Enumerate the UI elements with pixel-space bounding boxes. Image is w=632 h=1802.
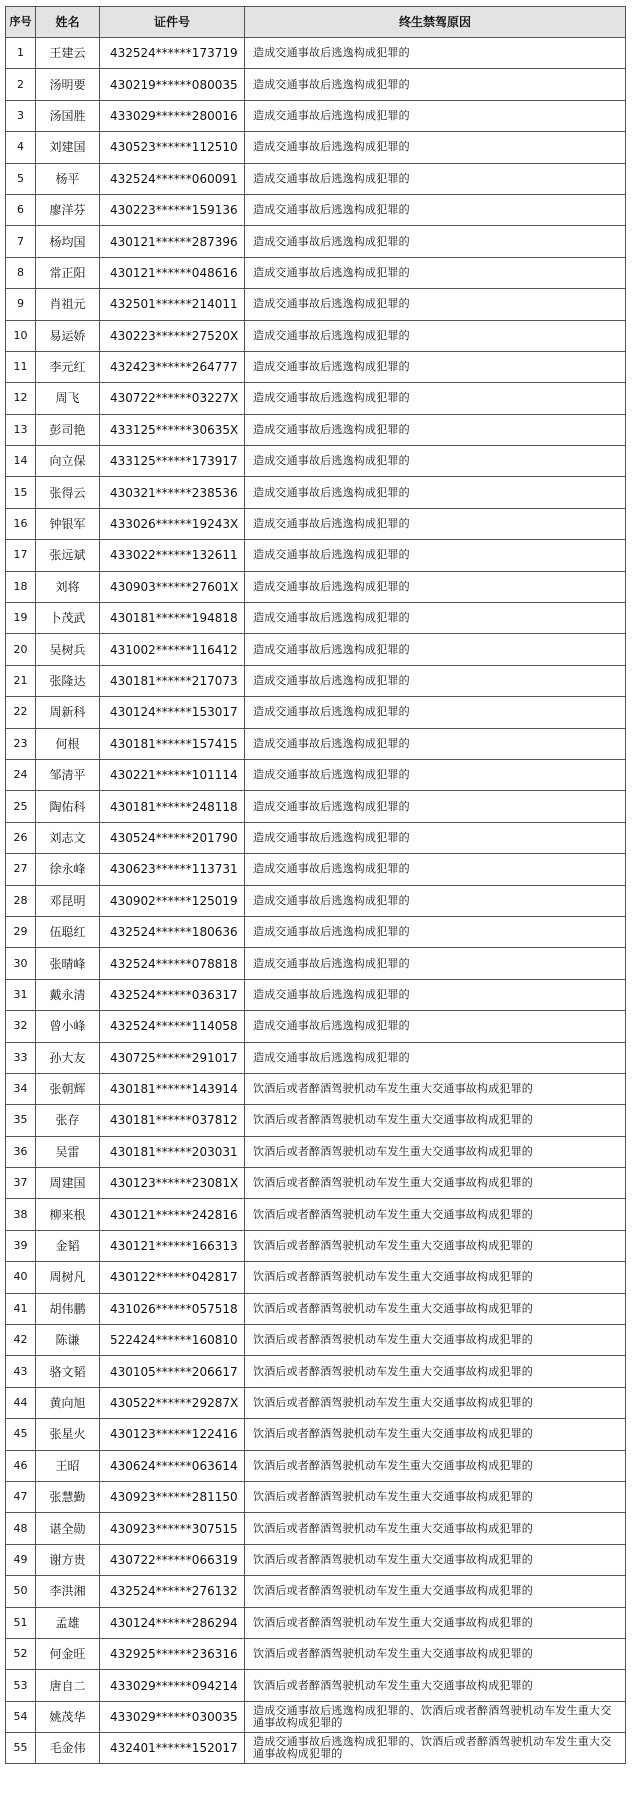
- row-seq-cell: 16: [6, 508, 36, 539]
- row-seq-cell: 9: [6, 289, 36, 320]
- table-row: [6, 697, 626, 728]
- table-row: [6, 351, 626, 382]
- row-name-cell: 徐永峰: [36, 854, 100, 885]
- row-name-cell: 李元红: [36, 351, 100, 382]
- row-reason-cell: 造成交通事故后逃逸构成犯罪的: [245, 571, 626, 602]
- table-row: [6, 1638, 626, 1669]
- table-row: [6, 885, 626, 916]
- table-header: [6, 7, 626, 38]
- row-seq-cell: 44: [6, 1387, 36, 1418]
- row-id-cell: 430181******194818: [100, 603, 245, 634]
- row-reason-cell: 饮酒后或者醉酒驾驶机动车发生重大交通事故构成犯罪的: [245, 1136, 626, 1167]
- row-id-cell: 430181******217073: [100, 665, 245, 696]
- row-id-cell: 430121******287396: [100, 226, 245, 257]
- table-row: [6, 854, 626, 885]
- table-row: [6, 1042, 626, 1073]
- table-row: [6, 759, 626, 790]
- row-reason-cell: 造成交通事故后逃逸构成犯罪的: [245, 289, 626, 320]
- row-name-cell: 周新科: [36, 697, 100, 728]
- row-reason-cell: 造成交通事故后逃逸构成犯罪的: [245, 477, 626, 508]
- table-row: [6, 132, 626, 163]
- row-id-cell: 430181******143914: [100, 1073, 245, 1104]
- table-row: [6, 320, 626, 351]
- row-reason-cell: 造成交通事故后逃逸构成犯罪的: [245, 257, 626, 288]
- row-name-cell: 谢方贵: [36, 1544, 100, 1575]
- row-id-cell: 433125******30635X: [100, 414, 245, 445]
- row-reason-cell: 饮酒后或者醉酒驾驶机动车发生重大交通事故构成犯罪的: [245, 1105, 626, 1136]
- table-row: [6, 194, 626, 225]
- row-reason-cell: 造成交通事故后逃逸构成犯罪的: [245, 759, 626, 790]
- row-seq-cell: 19: [6, 603, 36, 634]
- table-row: [6, 1513, 626, 1544]
- row-seq-cell: 49: [6, 1544, 36, 1575]
- row-id-cell: 433029******094214: [100, 1670, 245, 1701]
- row-name-cell: 黄向旭: [36, 1387, 100, 1418]
- row-id-cell: 430181******203031: [100, 1136, 245, 1167]
- row-name-cell: 李洪湘: [36, 1576, 100, 1607]
- table-row: [6, 1701, 626, 1732]
- table-row: [6, 540, 626, 571]
- row-seq-cell: 6: [6, 194, 36, 225]
- row-reason-cell: 饮酒后或者醉酒驾驶机动车发生重大交通事故构成犯罪的: [245, 1544, 626, 1575]
- row-id-cell: 430181******248118: [100, 791, 245, 822]
- row-seq-cell: 41: [6, 1293, 36, 1324]
- row-id-cell: 430902******125019: [100, 885, 245, 916]
- table-row: [6, 1293, 626, 1324]
- table-row: [6, 100, 626, 131]
- table-row: [6, 1733, 626, 1764]
- row-id-cell: 430223******27520X: [100, 320, 245, 351]
- row-id-cell: 432524******078818: [100, 948, 245, 979]
- row-name-cell: 彭司艳: [36, 414, 100, 445]
- row-id-cell: 430123******23081X: [100, 1168, 245, 1199]
- row-seq-cell: 24: [6, 759, 36, 790]
- row-reason-cell: 造成交通事故后逃逸构成犯罪的: [245, 508, 626, 539]
- row-seq-cell: 30: [6, 948, 36, 979]
- table-row: [6, 665, 626, 696]
- row-id-cell: 430123******122416: [100, 1419, 245, 1450]
- row-seq-cell: 37: [6, 1168, 36, 1199]
- row-reason-cell: 造成交通事故后逃逸构成犯罪的: [245, 822, 626, 853]
- row-name-cell: 向立保: [36, 446, 100, 477]
- header-name: 姓名: [36, 7, 100, 38]
- table-row: [6, 1262, 626, 1293]
- row-id-cell: 430725******291017: [100, 1042, 245, 1073]
- row-reason-cell: 造成交通事故后逃逸构成犯罪的: [245, 1042, 626, 1073]
- row-reason-cell: 造成交通事故后逃逸构成犯罪的: [245, 948, 626, 979]
- row-id-cell: 430624******063614: [100, 1450, 245, 1481]
- row-id-cell: 433022******132611: [100, 540, 245, 571]
- row-seq-cell: 2: [6, 69, 36, 100]
- table-row: [6, 979, 626, 1010]
- header-reason: 终生禁驾原因: [245, 7, 626, 38]
- row-reason-cell: 造成交通事故后逃逸构成犯罪的: [245, 320, 626, 351]
- row-id-cell: 433029******030035: [100, 1701, 245, 1732]
- row-seq-cell: 7: [6, 226, 36, 257]
- row-name-cell: 柳来根: [36, 1199, 100, 1230]
- table-row: [6, 257, 626, 288]
- row-name-cell: 唐自二: [36, 1670, 100, 1701]
- row-id-cell: 432501******214011: [100, 289, 245, 320]
- row-id-cell: 430121******166313: [100, 1230, 245, 1261]
- row-reason-cell: 饮酒后或者醉酒驾驶机动车发生重大交通事故构成犯罪的: [245, 1199, 626, 1230]
- row-id-cell: 430321******238536: [100, 477, 245, 508]
- row-id-cell: 430522******29287X: [100, 1387, 245, 1418]
- row-name-cell: 肖祖元: [36, 289, 100, 320]
- row-name-cell: 邹清平: [36, 759, 100, 790]
- row-name-cell: 钟银军: [36, 508, 100, 539]
- row-name-cell: 张存: [36, 1105, 100, 1136]
- row-id-cell: 430121******048616: [100, 257, 245, 288]
- row-id-cell: 430221******101114: [100, 759, 245, 790]
- row-seq-cell: 40: [6, 1262, 36, 1293]
- table-row: [6, 1199, 626, 1230]
- header-row: [6, 7, 626, 38]
- row-id-cell: 432524******173719: [100, 38, 245, 69]
- row-name-cell: 张隆达: [36, 665, 100, 696]
- row-id-cell: 430722******03227X: [100, 383, 245, 414]
- table-row: [6, 289, 626, 320]
- table-row: [6, 634, 626, 665]
- row-name-cell: 谌全勋: [36, 1513, 100, 1544]
- row-id-cell: 430124******153017: [100, 697, 245, 728]
- row-seq-cell: 36: [6, 1136, 36, 1167]
- row-reason-cell: 饮酒后或者醉酒驾驶机动车发生重大交通事故构成犯罪的: [245, 1638, 626, 1669]
- table-row: [6, 69, 626, 100]
- row-seq-cell: 34: [6, 1073, 36, 1104]
- row-id-cell: 430923******281150: [100, 1481, 245, 1512]
- row-name-cell: 吴雷: [36, 1136, 100, 1167]
- row-name-cell: 陈谦: [36, 1325, 100, 1356]
- row-id-cell: 430181******157415: [100, 728, 245, 759]
- row-reason-cell: 饮酒后或者醉酒驾驶机动车发生重大交通事故构成犯罪的: [245, 1325, 626, 1356]
- row-name-cell: 杨均国: [36, 226, 100, 257]
- row-seq-cell: 39: [6, 1230, 36, 1261]
- table-row: [6, 1325, 626, 1356]
- table-row: [6, 1450, 626, 1481]
- row-name-cell: 周树凡: [36, 1262, 100, 1293]
- row-id-cell: 430219******080035: [100, 69, 245, 100]
- row-seq-cell: 47: [6, 1481, 36, 1512]
- row-seq-cell: 28: [6, 885, 36, 916]
- row-seq-cell: 10: [6, 320, 36, 351]
- row-name-cell: 孟雄: [36, 1607, 100, 1638]
- row-reason-cell: 造成交通事故后逃逸构成犯罪的: [245, 728, 626, 759]
- table-row: [6, 916, 626, 947]
- row-seq-cell: 5: [6, 163, 36, 194]
- row-id-cell: 430124******286294: [100, 1607, 245, 1638]
- row-id-cell: 430223******159136: [100, 194, 245, 225]
- row-seq-cell: 54: [6, 1701, 36, 1732]
- row-reason-cell: 造成交通事故后逃逸构成犯罪的: [245, 885, 626, 916]
- row-name-cell: 杨平: [36, 163, 100, 194]
- row-id-cell: 433125******173917: [100, 446, 245, 477]
- row-name-cell: 王建云: [36, 38, 100, 69]
- table-row: [6, 226, 626, 257]
- row-seq-cell: 50: [6, 1576, 36, 1607]
- row-reason-cell: 造成交通事故后逃逸构成犯罪的: [245, 916, 626, 947]
- table-row: [6, 508, 626, 539]
- row-name-cell: 常正阳: [36, 257, 100, 288]
- table-row: [6, 1011, 626, 1042]
- row-name-cell: 孙大友: [36, 1042, 100, 1073]
- table-row: [6, 1670, 626, 1701]
- row-name-cell: 何根: [36, 728, 100, 759]
- table-row: [6, 383, 626, 414]
- table-row: [6, 1073, 626, 1104]
- row-reason-cell: 饮酒后或者醉酒驾驶机动车发生重大交通事故构成犯罪的: [245, 1607, 626, 1638]
- row-id-cell: 432925******236316: [100, 1638, 245, 1669]
- row-seq-cell: 25: [6, 791, 36, 822]
- header-id: 证件号: [100, 7, 245, 38]
- row-seq-cell: 33: [6, 1042, 36, 1073]
- row-name-cell: 张慧勤: [36, 1481, 100, 1512]
- row-reason-cell: 饮酒后或者醉酒驾驶机动车发生重大交通事故构成犯罪的: [245, 1293, 626, 1324]
- row-name-cell: 骆文韬: [36, 1356, 100, 1387]
- row-id-cell: 431026******057518: [100, 1293, 245, 1324]
- row-seq-cell: 35: [6, 1105, 36, 1136]
- row-seq-cell: 15: [6, 477, 36, 508]
- row-seq-cell: 20: [6, 634, 36, 665]
- row-name-cell: 周飞: [36, 383, 100, 414]
- row-seq-cell: 21: [6, 665, 36, 696]
- table-row: [6, 1356, 626, 1387]
- table-row: [6, 1607, 626, 1638]
- row-id-cell: 430523******112510: [100, 132, 245, 163]
- ban-list-sheet: [5, 6, 625, 1764]
- row-reason-cell: 饮酒后或者醉酒驾驶机动车发生重大交通事故构成犯罪的: [245, 1481, 626, 1512]
- row-reason-cell: 饮酒后或者醉酒驾驶机动车发生重大交通事故构成犯罪的: [245, 1419, 626, 1450]
- row-seq-cell: 1: [6, 38, 36, 69]
- row-reason-cell: 造成交通事故后逃逸构成犯罪的: [245, 603, 626, 634]
- row-id-cell: 433029******280016: [100, 100, 245, 131]
- row-seq-cell: 52: [6, 1638, 36, 1669]
- row-id-cell: 430722******066319: [100, 1544, 245, 1575]
- row-reason-cell: 造成交通事故后逃逸构成犯罪的: [245, 446, 626, 477]
- row-seq-cell: 45: [6, 1419, 36, 1450]
- row-reason-cell: 饮酒后或者醉酒驾驶机动车发生重大交通事故构成犯罪的: [245, 1262, 626, 1293]
- row-id-cell: 432524******114058: [100, 1011, 245, 1042]
- row-reason-cell: 造成交通事故后逃逸构成犯罪的: [245, 132, 626, 163]
- row-reason-cell: 饮酒后或者醉酒驾驶机动车发生重大交通事故构成犯罪的: [245, 1230, 626, 1261]
- row-seq-cell: 11: [6, 351, 36, 382]
- row-seq-cell: 38: [6, 1199, 36, 1230]
- driving-ban-table: [5, 6, 626, 1764]
- row-name-cell: 张晴峰: [36, 948, 100, 979]
- row-reason-cell: 造成交通事故后逃逸构成犯罪的: [245, 791, 626, 822]
- row-id-cell: 430181******037812: [100, 1105, 245, 1136]
- row-reason-cell: 造成交通事故后逃逸构成犯罪的: [245, 383, 626, 414]
- row-name-cell: 张远斌: [36, 540, 100, 571]
- table-row: [6, 728, 626, 759]
- row-reason-cell: 造成交通事故后逃逸构成犯罪的: [245, 634, 626, 665]
- table-row: [6, 571, 626, 602]
- row-reason-cell: 饮酒后或者醉酒驾驶机动车发生重大交通事故构成犯罪的: [245, 1387, 626, 1418]
- row-seq-cell: 55: [6, 1733, 36, 1764]
- row-seq-cell: 51: [6, 1607, 36, 1638]
- row-name-cell: 毛金伟: [36, 1733, 100, 1764]
- table-row: [6, 603, 626, 634]
- row-name-cell: 金韬: [36, 1230, 100, 1261]
- row-reason-cell: 造成交通事故后逃逸构成犯罪的: [245, 979, 626, 1010]
- row-name-cell: 陶佑科: [36, 791, 100, 822]
- row-id-cell: 433026******19243X: [100, 508, 245, 539]
- row-name-cell: 卜茂武: [36, 603, 100, 634]
- row-id-cell: 430524******201790: [100, 822, 245, 853]
- row-reason-cell: 造成交通事故后逃逸构成犯罪的、饮酒后或者醉酒驾驶机动车发生重大交通事故构成犯罪的: [245, 1701, 626, 1732]
- row-seq-cell: 14: [6, 446, 36, 477]
- row-seq-cell: 13: [6, 414, 36, 445]
- row-reason-cell: 造成交通事故后逃逸构成犯罪的: [245, 854, 626, 885]
- row-reason-cell: 造成交通事故后逃逸构成犯罪的、饮酒后或者醉酒驾驶机动车发生重大交通事故构成犯罪的: [245, 1733, 626, 1764]
- row-reason-cell: 饮酒后或者醉酒驾驶机动车发生重大交通事故构成犯罪的: [245, 1073, 626, 1104]
- header-seq: 序号: [6, 7, 36, 38]
- row-id-cell: 430923******307515: [100, 1513, 245, 1544]
- table-row: [6, 38, 626, 69]
- row-seq-cell: 12: [6, 383, 36, 414]
- row-seq-cell: 31: [6, 979, 36, 1010]
- row-reason-cell: 造成交通事故后逃逸构成犯罪的: [245, 414, 626, 445]
- row-reason-cell: 造成交通事故后逃逸构成犯罪的: [245, 1011, 626, 1042]
- row-seq-cell: 26: [6, 822, 36, 853]
- row-seq-cell: 23: [6, 728, 36, 759]
- row-seq-cell: 42: [6, 1325, 36, 1356]
- row-seq-cell: 17: [6, 540, 36, 571]
- table-row: [6, 1136, 626, 1167]
- row-reason-cell: 饮酒后或者醉酒驾驶机动车发生重大交通事故构成犯罪的: [245, 1576, 626, 1607]
- row-id-cell: 432423******264777: [100, 351, 245, 382]
- row-id-cell: 430121******242816: [100, 1199, 245, 1230]
- row-id-cell: 432524******036317: [100, 979, 245, 1010]
- row-id-cell: 432524******276132: [100, 1576, 245, 1607]
- table-row: [6, 1481, 626, 1512]
- row-seq-cell: 46: [6, 1450, 36, 1481]
- row-id-cell: 522424******160810: [100, 1325, 245, 1356]
- row-name-cell: 汤明要: [36, 69, 100, 100]
- row-reason-cell: 饮酒后或者醉酒驾驶机动车发生重大交通事故构成犯罪的: [245, 1513, 626, 1544]
- table-row: [6, 948, 626, 979]
- row-seq-cell: 43: [6, 1356, 36, 1387]
- row-name-cell: 张得云: [36, 477, 100, 508]
- table-row: [6, 822, 626, 853]
- row-name-cell: 刘志文: [36, 822, 100, 853]
- row-name-cell: 汤国胜: [36, 100, 100, 131]
- row-name-cell: 王昭: [36, 1450, 100, 1481]
- row-reason-cell: 饮酒后或者醉酒驾驶机动车发生重大交通事故构成犯罪的: [245, 1356, 626, 1387]
- row-reason-cell: 饮酒后或者醉酒驾驶机动车发生重大交通事故构成犯罪的: [245, 1670, 626, 1701]
- row-seq-cell: 8: [6, 257, 36, 288]
- table-row: [6, 1419, 626, 1450]
- row-name-cell: 伍聪红: [36, 916, 100, 947]
- row-seq-cell: 32: [6, 1011, 36, 1042]
- table-row: [6, 1230, 626, 1261]
- row-reason-cell: 造成交通事故后逃逸构成犯罪的: [245, 194, 626, 225]
- row-id-cell: 432524******180636: [100, 916, 245, 947]
- row-id-cell: 430122******042817: [100, 1262, 245, 1293]
- row-name-cell: 邓昆明: [36, 885, 100, 916]
- table-row: [6, 1105, 626, 1136]
- row-name-cell: 张朝辉: [36, 1073, 100, 1104]
- row-reason-cell: 造成交通事故后逃逸构成犯罪的: [245, 38, 626, 69]
- row-reason-cell: 造成交通事故后逃逸构成犯罪的: [245, 351, 626, 382]
- table-row: [6, 791, 626, 822]
- row-reason-cell: 饮酒后或者醉酒驾驶机动车发生重大交通事故构成犯罪的: [245, 1450, 626, 1481]
- row-seq-cell: 4: [6, 132, 36, 163]
- row-name-cell: 曾小峰: [36, 1011, 100, 1042]
- table-row: [6, 1576, 626, 1607]
- row-id-cell: 430903******27601X: [100, 571, 245, 602]
- table-row: [6, 414, 626, 445]
- table-row: [6, 1387, 626, 1418]
- row-reason-cell: 造成交通事故后逃逸构成犯罪的: [245, 665, 626, 696]
- row-seq-cell: 27: [6, 854, 36, 885]
- row-seq-cell: 22: [6, 697, 36, 728]
- row-reason-cell: 造成交通事故后逃逸构成犯罪的: [245, 226, 626, 257]
- table-row: [6, 477, 626, 508]
- row-reason-cell: 造成交通事故后逃逸构成犯罪的: [245, 540, 626, 571]
- row-name-cell: 吴树兵: [36, 634, 100, 665]
- row-name-cell: 胡伟鹏: [36, 1293, 100, 1324]
- row-reason-cell: 造成交通事故后逃逸构成犯罪的: [245, 69, 626, 100]
- table-row: [6, 1544, 626, 1575]
- table-row: [6, 446, 626, 477]
- row-reason-cell: 造成交通事故后逃逸构成犯罪的: [245, 163, 626, 194]
- row-name-cell: 戴永清: [36, 979, 100, 1010]
- row-id-cell: 432401******152017: [100, 1733, 245, 1764]
- row-name-cell: 刘建国: [36, 132, 100, 163]
- row-seq-cell: 29: [6, 916, 36, 947]
- row-name-cell: 刘将: [36, 571, 100, 602]
- row-name-cell: 易运娇: [36, 320, 100, 351]
- table-row: [6, 163, 626, 194]
- row-seq-cell: 53: [6, 1670, 36, 1701]
- row-name-cell: 周建国: [36, 1168, 100, 1199]
- row-id-cell: 431002******116412: [100, 634, 245, 665]
- row-id-cell: 432524******060091: [100, 163, 245, 194]
- row-id-cell: 430105******206617: [100, 1356, 245, 1387]
- row-seq-cell: 48: [6, 1513, 36, 1544]
- row-name-cell: 何金旺: [36, 1638, 100, 1669]
- table-row: [6, 1168, 626, 1199]
- row-id-cell: 430623******113731: [100, 854, 245, 885]
- row-reason-cell: 造成交通事故后逃逸构成犯罪的: [245, 697, 626, 728]
- row-reason-cell: 饮酒后或者醉酒驾驶机动车发生重大交通事故构成犯罪的: [245, 1168, 626, 1199]
- row-name-cell: 张星火: [36, 1419, 100, 1450]
- row-seq-cell: 18: [6, 571, 36, 602]
- table-body: [6, 38, 626, 1764]
- row-name-cell: 廖洋芬: [36, 194, 100, 225]
- row-seq-cell: 3: [6, 100, 36, 131]
- row-name-cell: 姚茂华: [36, 1701, 100, 1732]
- row-reason-cell: 造成交通事故后逃逸构成犯罪的: [245, 100, 626, 131]
